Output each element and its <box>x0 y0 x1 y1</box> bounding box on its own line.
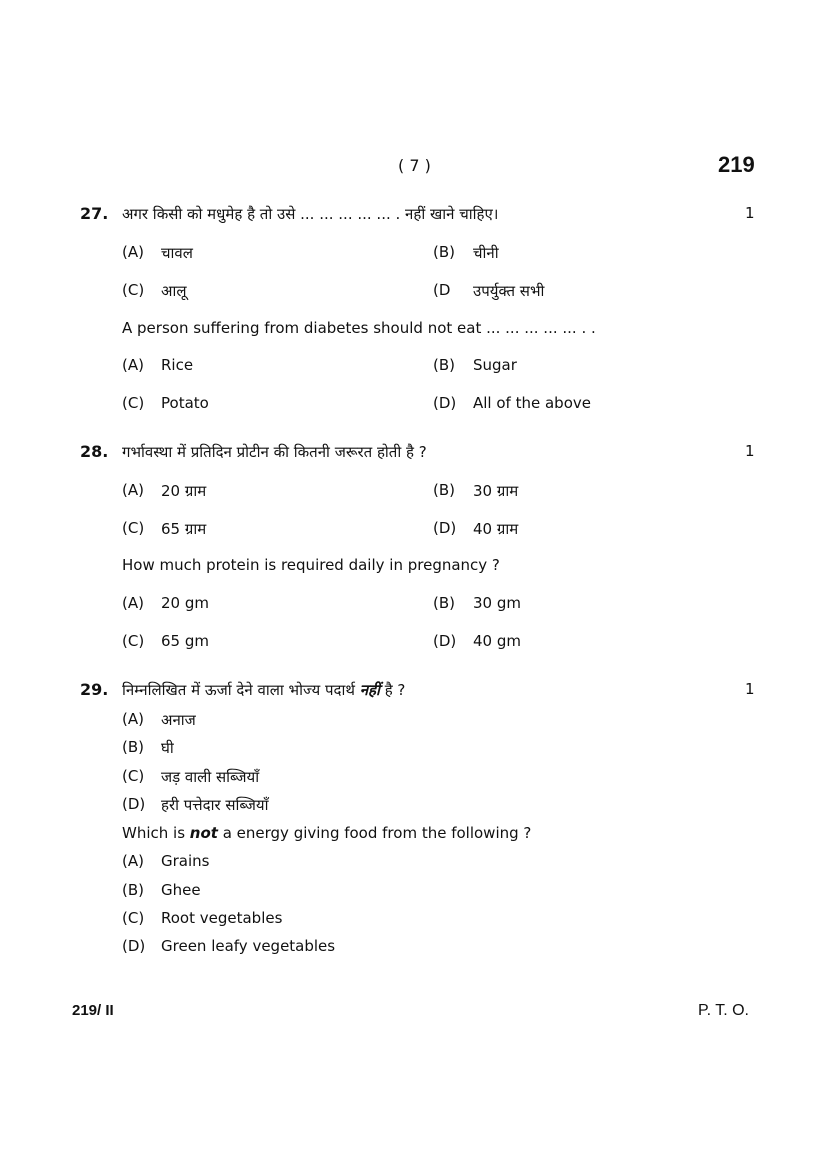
option-text: घी <box>161 739 174 757</box>
option-text: जड़ वाली सब्जियाँ <box>161 768 260 786</box>
question-text-hindi: अगर किसी को मधुमेह है तो उसे ... ... ... ... ... . नहीं खाने चाहिए। <box>122 205 499 223</box>
question-marks: 1 <box>745 204 755 222</box>
option-label: (B) <box>433 481 455 499</box>
question-text-part: a energy giving food from the following ? <box>217 824 532 842</box>
page-number: ( 7 ) <box>398 156 431 175</box>
option-text: Rice <box>161 356 194 374</box>
option-label: (B) <box>122 881 144 899</box>
question-text-hindi: गर्भावस्था में प्रतिदिन प्रोटीन की कितनी जरूरत होती है ? <box>122 443 427 461</box>
option-label: (B) <box>122 738 144 756</box>
option-label: (D <box>433 281 451 299</box>
option-label: (D) <box>122 937 146 955</box>
option-label: (C) <box>122 519 145 537</box>
footer-pto: P. T. O. <box>698 1002 749 1019</box>
option-label: (C) <box>122 632 145 650</box>
paper-code: 219 <box>718 152 755 177</box>
option-text: हरी पत्तेदार सब्जियाँ <box>161 796 269 814</box>
option-text: 65 ग्राम <box>161 520 207 538</box>
question-marks: 1 <box>745 680 755 698</box>
option-text: चीनी <box>473 244 499 262</box>
question-number: 27. <box>80 204 109 223</box>
option-text: Green leafy vegetables <box>161 937 336 955</box>
option-label: (A) <box>122 710 144 728</box>
option-label: (D) <box>433 394 457 412</box>
option-label: (A) <box>122 356 144 374</box>
option-label: (C) <box>122 767 145 785</box>
question-text-part: है ? <box>379 681 406 699</box>
option-label: (D) <box>433 632 457 650</box>
option-label: (B) <box>433 243 455 261</box>
option-label: (A) <box>122 852 144 870</box>
emphasis-not: नहीं <box>359 681 380 699</box>
option-text: 20 gm <box>161 594 209 612</box>
question-number: 28. <box>80 442 109 461</box>
option-text: Potato <box>161 394 209 412</box>
option-text: चावल <box>161 244 193 262</box>
option-label: (C) <box>122 394 145 412</box>
option-text: अनाज <box>161 711 196 729</box>
question-text-english <box>122 824 531 842</box>
option-label: (D) <box>433 519 457 537</box>
option-text: 30 ग्राम <box>473 482 519 500</box>
option-label: (C) <box>122 281 145 299</box>
option-text: Grains <box>161 852 210 870</box>
option-label: (B) <box>433 356 455 374</box>
option-text: Root vegetables <box>161 909 283 927</box>
option-text: आलू <box>161 282 187 300</box>
option-text: 40 ग्राम <box>473 520 519 538</box>
question-text-part: Which is <box>122 824 190 842</box>
option-label: (A) <box>122 594 144 612</box>
option-label: (D) <box>122 795 146 813</box>
option-label: (C) <box>122 909 145 927</box>
footer-paper-code: 219/ II <box>72 1002 114 1019</box>
option-label: (B) <box>433 594 455 612</box>
option-text: 40 gm <box>473 632 521 650</box>
option-text: Ghee <box>161 881 201 899</box>
question-text-english: How much protein is required daily in pregnancy ? <box>122 556 500 574</box>
question-marks: 1 <box>745 442 755 460</box>
option-text: All of the above <box>473 394 591 412</box>
emphasis-not: not <box>189 824 218 842</box>
option-text: 65 gm <box>161 632 209 650</box>
question-text-part: निम्नलिखित में ऊर्जा देने वाला भोज्य पदार्थ <box>122 681 360 699</box>
question-text-english: A person suffering from diabetes should not eat ... ... ... ... ... . . <box>122 319 596 337</box>
option-text: Sugar <box>473 356 517 374</box>
question-number: 29. <box>80 680 109 699</box>
option-label: (A) <box>122 481 144 499</box>
question-text-hindi <box>122 680 405 700</box>
option-label: (A) <box>122 243 144 261</box>
option-text: उपर्युक्त सभी <box>473 282 545 300</box>
option-text: 30 gm <box>473 594 521 612</box>
option-text: 20 ग्राम <box>161 482 207 500</box>
